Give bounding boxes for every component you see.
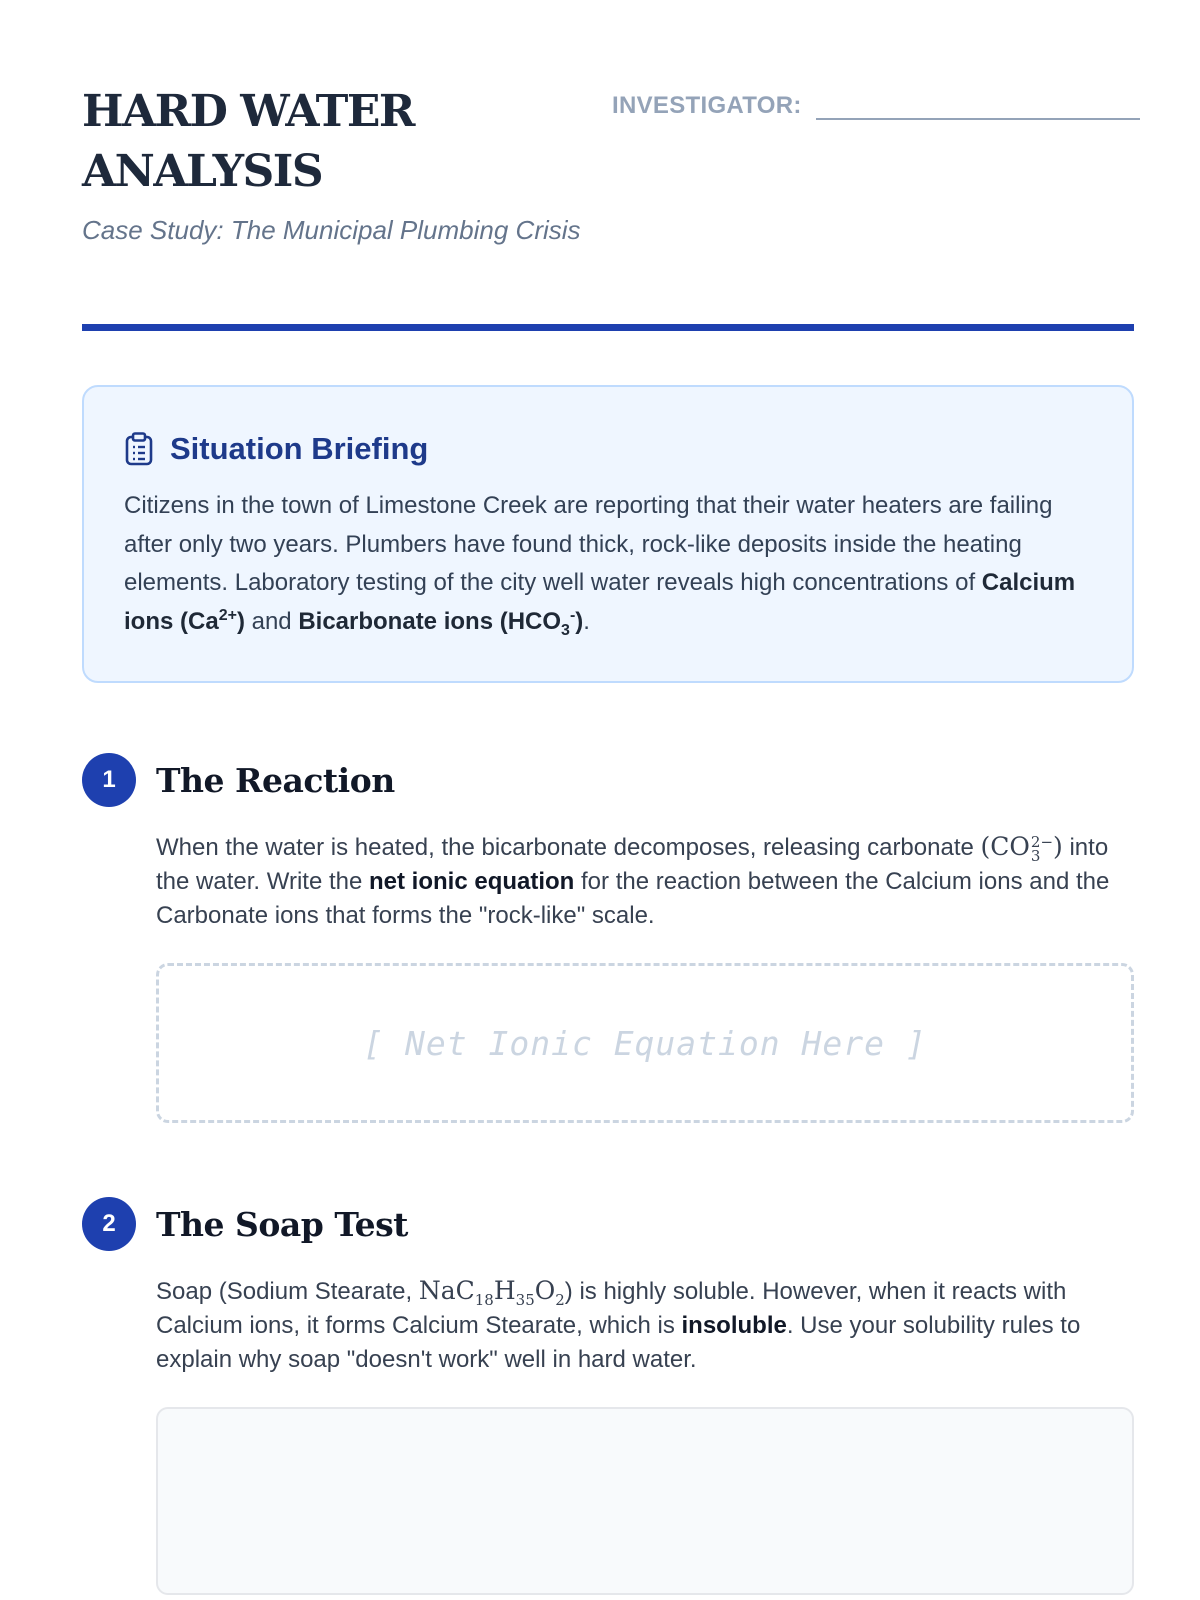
section-number-badge: 1 [82, 753, 136, 807]
page-title [82, 82, 602, 202]
section-title: The Reaction [156, 760, 395, 800]
section-prompt: Soap (Sodium Stearate, $NaC_{18}H_{35}O_2$) is highly soluble. However, when it reacts with Calcium ions, it forms Calcium Stearate, which is insoluble. Use your solubility rules to explain why soap "doesn't work" well in hard water. [156, 1276, 1081, 1373]
section-soap-test [82, 1196, 1134, 1595]
situation-briefing-box [82, 385, 1134, 683]
bicarbonate-ions-term: Bicarbonate ions $(HCO_3^-)$ [298, 606, 584, 639]
page-title-line-2: ANALYSIS [82, 146, 323, 197]
section-prompt: When the water is heated, the bicarbonate decomposes, releasing carbonate (CO 2− 3 ) into the water. Write the net ionic equation for the reaction between the Calcium ions and the Carbonate ions that forms the "rock-like" scale. [156, 832, 1110, 929]
answer-placeholder: [ Net Ionic Equation Here ] [363, 1023, 927, 1063]
investigator-field [612, 84, 1140, 120]
section-reaction [82, 752, 1134, 1123]
section-title: The Soap Test [156, 1204, 408, 1244]
briefing-title: Situation Briefing [170, 431, 429, 466]
section-header [82, 1196, 1134, 1252]
investigator-name-line[interactable] [816, 84, 1140, 120]
net-ionic-equation-answer-box[interactable] [156, 963, 1134, 1123]
soap-test-answer-box[interactable] [156, 1407, 1134, 1595]
carbonate-formula: (CO 2− 3 ) [980, 832, 1063, 865]
sodium-stearate-formula: $NaC_{18}H_{35}O_2$ [418, 1276, 565, 1309]
title-block [82, 82, 602, 250]
briefing-text: Citizens in the town of Limestone Creek are reporting that their water heaters are failing after only two years. Plumbers have found thick, rock-like deposits inside the heating elements. Laboratory testing of the city well water reveals high concentrations of Calcium ions $(Ca^{2+})$ and Bicarbonate ions $(HCO_3^-)$. [124, 492, 1076, 639]
page-subtitle: Case Study: The Municipal Plumbing Crisis [82, 215, 581, 245]
section-number-badge: 2 [82, 1197, 136, 1251]
investigator-label: INVESTIGATOR: [612, 92, 802, 119]
section-header [82, 752, 1134, 808]
header-divider [82, 324, 1134, 331]
worksheet-page [82, 0, 1134, 1373]
worksheet-header [82, 0, 1134, 330]
clipboard-icon [124, 432, 154, 466]
page-title-line-1: HARD WATER [82, 86, 414, 137]
calcium-ions-term: Calcium ions $(Ca^{2+})$ [124, 569, 1076, 635]
briefing-header [124, 431, 1092, 467]
